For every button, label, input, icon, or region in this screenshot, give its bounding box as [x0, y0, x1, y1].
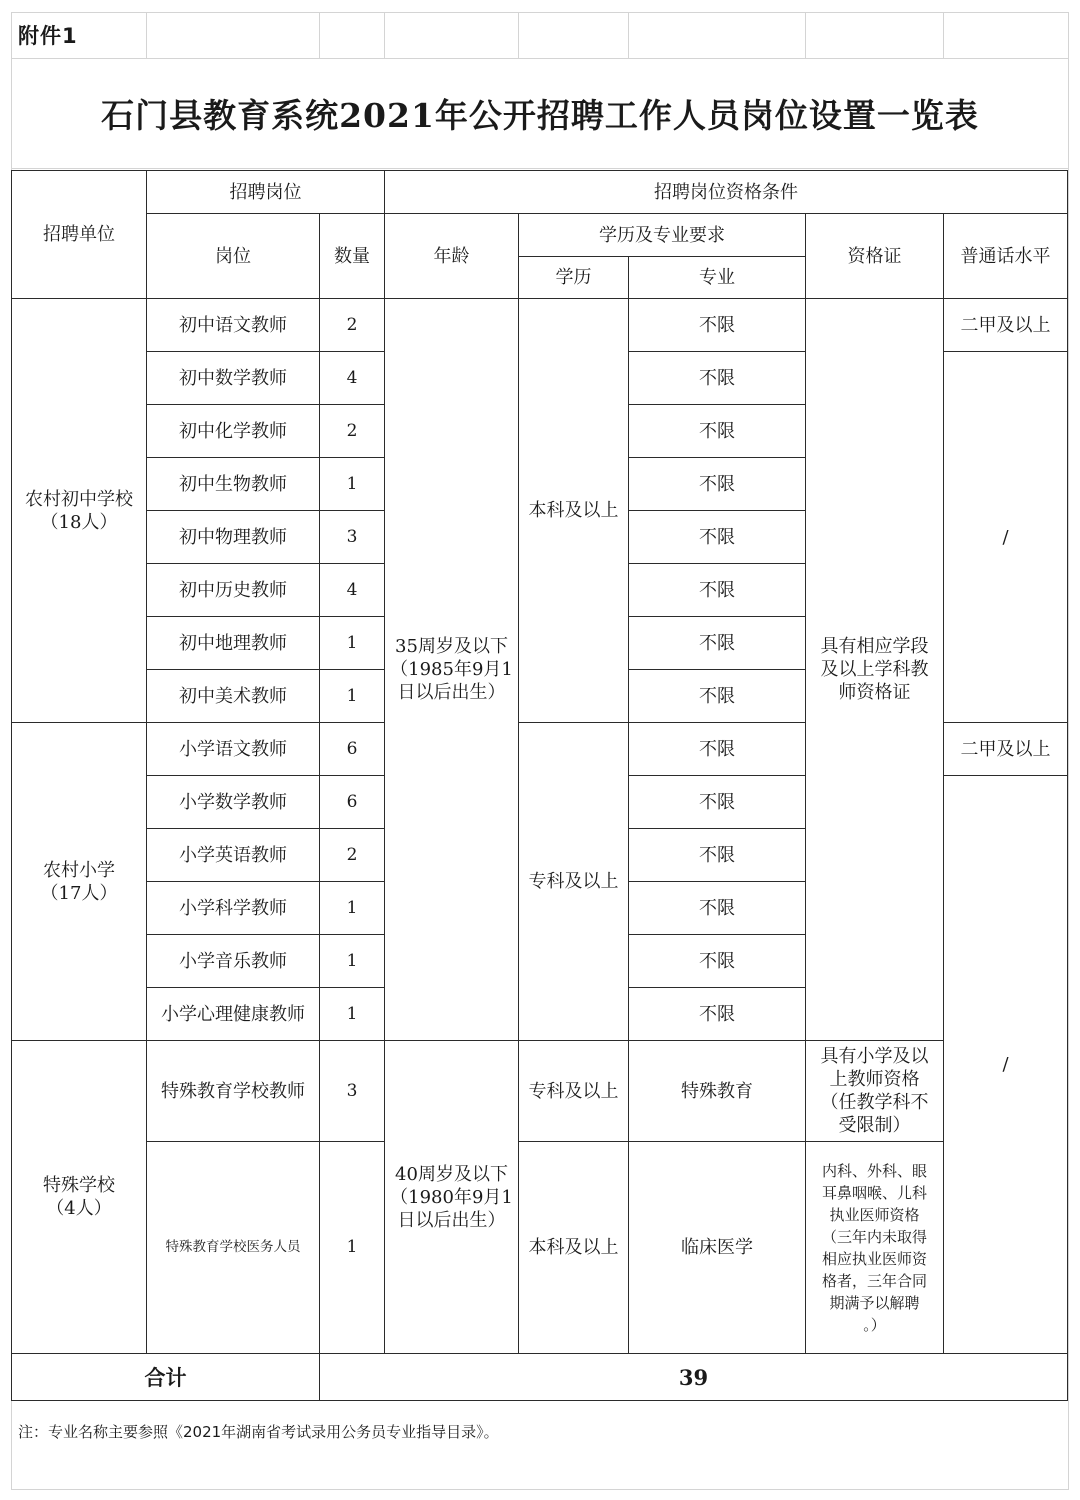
quantity-cell: 1	[320, 458, 385, 511]
major-cell: 不限	[629, 882, 806, 935]
quantity-cell: 1	[320, 882, 385, 935]
quantity-cell: 2	[320, 405, 385, 458]
header-qualifications: 招聘岗位资格条件	[385, 171, 1068, 214]
header-certificate: 资格证	[806, 214, 944, 299]
position-cell: 初中物理教师	[147, 511, 320, 564]
header-position: 岗位	[147, 214, 320, 299]
recruitment-table	[11, 170, 1068, 1401]
position-cell: 初中语文教师	[147, 299, 320, 352]
quantity-cell: 2	[320, 299, 385, 352]
quantity-cell: 3	[320, 1041, 385, 1142]
quantity-cell: 4	[320, 352, 385, 405]
grid-line	[11, 168, 1069, 169]
table-row	[12, 1041, 1068, 1142]
position-cell: 小学科学教师	[147, 882, 320, 935]
grid-line	[146, 12, 147, 58]
major-cell: 不限	[629, 829, 806, 882]
age-cell: 35周岁及以下 （1985年9月1 日以后出生）	[385, 299, 519, 1041]
education-cell: 本科及以上	[519, 299, 629, 723]
position-cell: 小学数学教师	[147, 776, 320, 829]
major-cell: 不限	[629, 723, 806, 776]
quantity-cell: 3	[320, 511, 385, 564]
major-cell: 不限	[629, 988, 806, 1041]
position-cell: 初中地理教师	[147, 617, 320, 670]
table-row	[12, 1142, 1068, 1354]
quantity-cell: 1	[320, 1142, 385, 1354]
major-cell: 不限	[629, 511, 806, 564]
page-title: 石门县教育系统2021年公开招聘工作人员岗位设置一览表	[101, 96, 979, 135]
header-major: 专业	[629, 257, 806, 299]
header-row	[12, 171, 1068, 214]
grid-line	[11, 58, 1069, 59]
major-cell: 不限	[629, 935, 806, 988]
header-education: 学历	[519, 257, 629, 299]
mandarin-cell: 二甲及以上	[944, 299, 1068, 352]
position-cell: 初中生物教师	[147, 458, 320, 511]
major-cell: 不限	[629, 299, 806, 352]
grid-line	[319, 12, 320, 58]
quantity-cell: 1	[320, 670, 385, 723]
grid-line	[518, 12, 519, 58]
quantity-cell: 4	[320, 564, 385, 617]
header-position-group: 招聘岗位	[147, 171, 385, 214]
unit-cell: 特殊学校 （4人）	[12, 1041, 147, 1354]
quantity-cell: 1	[320, 617, 385, 670]
position-cell: 小学英语教师	[147, 829, 320, 882]
mandarin-cell: /	[944, 776, 1068, 1354]
mandarin-cell: 二甲及以上	[944, 723, 1068, 776]
position-cell: 小学语文教师	[147, 723, 320, 776]
grid-line	[943, 12, 944, 58]
major-cell: 特殊教育	[629, 1041, 806, 1142]
unit-cell: 农村初中学校 （18人）	[12, 299, 147, 723]
footnote: 注：专业名称主要参照《2021年湖南省考试录用公务员专业指导目录》。	[18, 1423, 499, 1441]
header-mandarin: 普通话水平	[944, 214, 1068, 299]
certificate-cell: 具有小学及以 上教师资格 （任教学科不 受限制）	[806, 1041, 944, 1142]
header-quantity: 数量	[320, 214, 385, 299]
position-cell: 初中化学教师	[147, 405, 320, 458]
total-row	[12, 1354, 1068, 1401]
grid-line	[384, 12, 385, 58]
certificate-cell: 具有相应学段 及以上学科教 师资格证	[806, 299, 944, 1041]
education-cell: 专科及以上	[519, 1041, 629, 1142]
major-cell: 不限	[629, 352, 806, 405]
position-cell: 初中数学教师	[147, 352, 320, 405]
position-cell: 特殊教育学校教师	[147, 1041, 320, 1142]
grid-line	[628, 12, 629, 58]
certificate-cell: 内科、外科、眼 耳鼻咽喉、儿科 执业医师资格 （三年内未取得 相应执业医师资 格者，三年合同 期满予以解聘 。）	[806, 1142, 944, 1354]
grid-line	[805, 12, 806, 58]
header-edu-group: 学历及专业要求	[519, 214, 806, 257]
quantity-cell: 1	[320, 988, 385, 1041]
major-cell: 不限	[629, 617, 806, 670]
table-row	[12, 299, 1068, 352]
major-cell: 不限	[629, 564, 806, 617]
mandarin-cell: /	[944, 352, 1068, 723]
major-cell: 不限	[629, 405, 806, 458]
total-label: 合计	[12, 1354, 320, 1401]
header-unit: 招聘单位	[12, 171, 147, 299]
major-cell: 不限	[629, 670, 806, 723]
major-cell: 临床医学	[629, 1142, 806, 1354]
header-row	[12, 214, 1068, 257]
quantity-cell: 1	[320, 935, 385, 988]
total-value: 39	[320, 1354, 1068, 1401]
education-cell: 专科及以上	[519, 723, 629, 1041]
position-cell: 小学心理健康教师	[147, 988, 320, 1041]
position-cell: 特殊教育学校医务人员	[147, 1142, 320, 1354]
unit-cell: 农村小学 （17人）	[12, 723, 147, 1041]
quantity-cell: 6	[320, 776, 385, 829]
attachment-label: 附件1	[18, 24, 78, 48]
position-cell: 初中历史教师	[147, 564, 320, 617]
position-cell: 小学音乐教师	[147, 935, 320, 988]
quantity-cell: 2	[320, 829, 385, 882]
major-cell: 不限	[629, 458, 806, 511]
major-cell: 不限	[629, 776, 806, 829]
header-age: 年龄	[385, 214, 519, 299]
quantity-cell: 6	[320, 723, 385, 776]
position-cell: 初中美术教师	[147, 670, 320, 723]
age-cell: 40周岁及以下 （1980年9月1 日以后出生）	[385, 1041, 519, 1354]
education-cell: 本科及以上	[519, 1142, 629, 1354]
